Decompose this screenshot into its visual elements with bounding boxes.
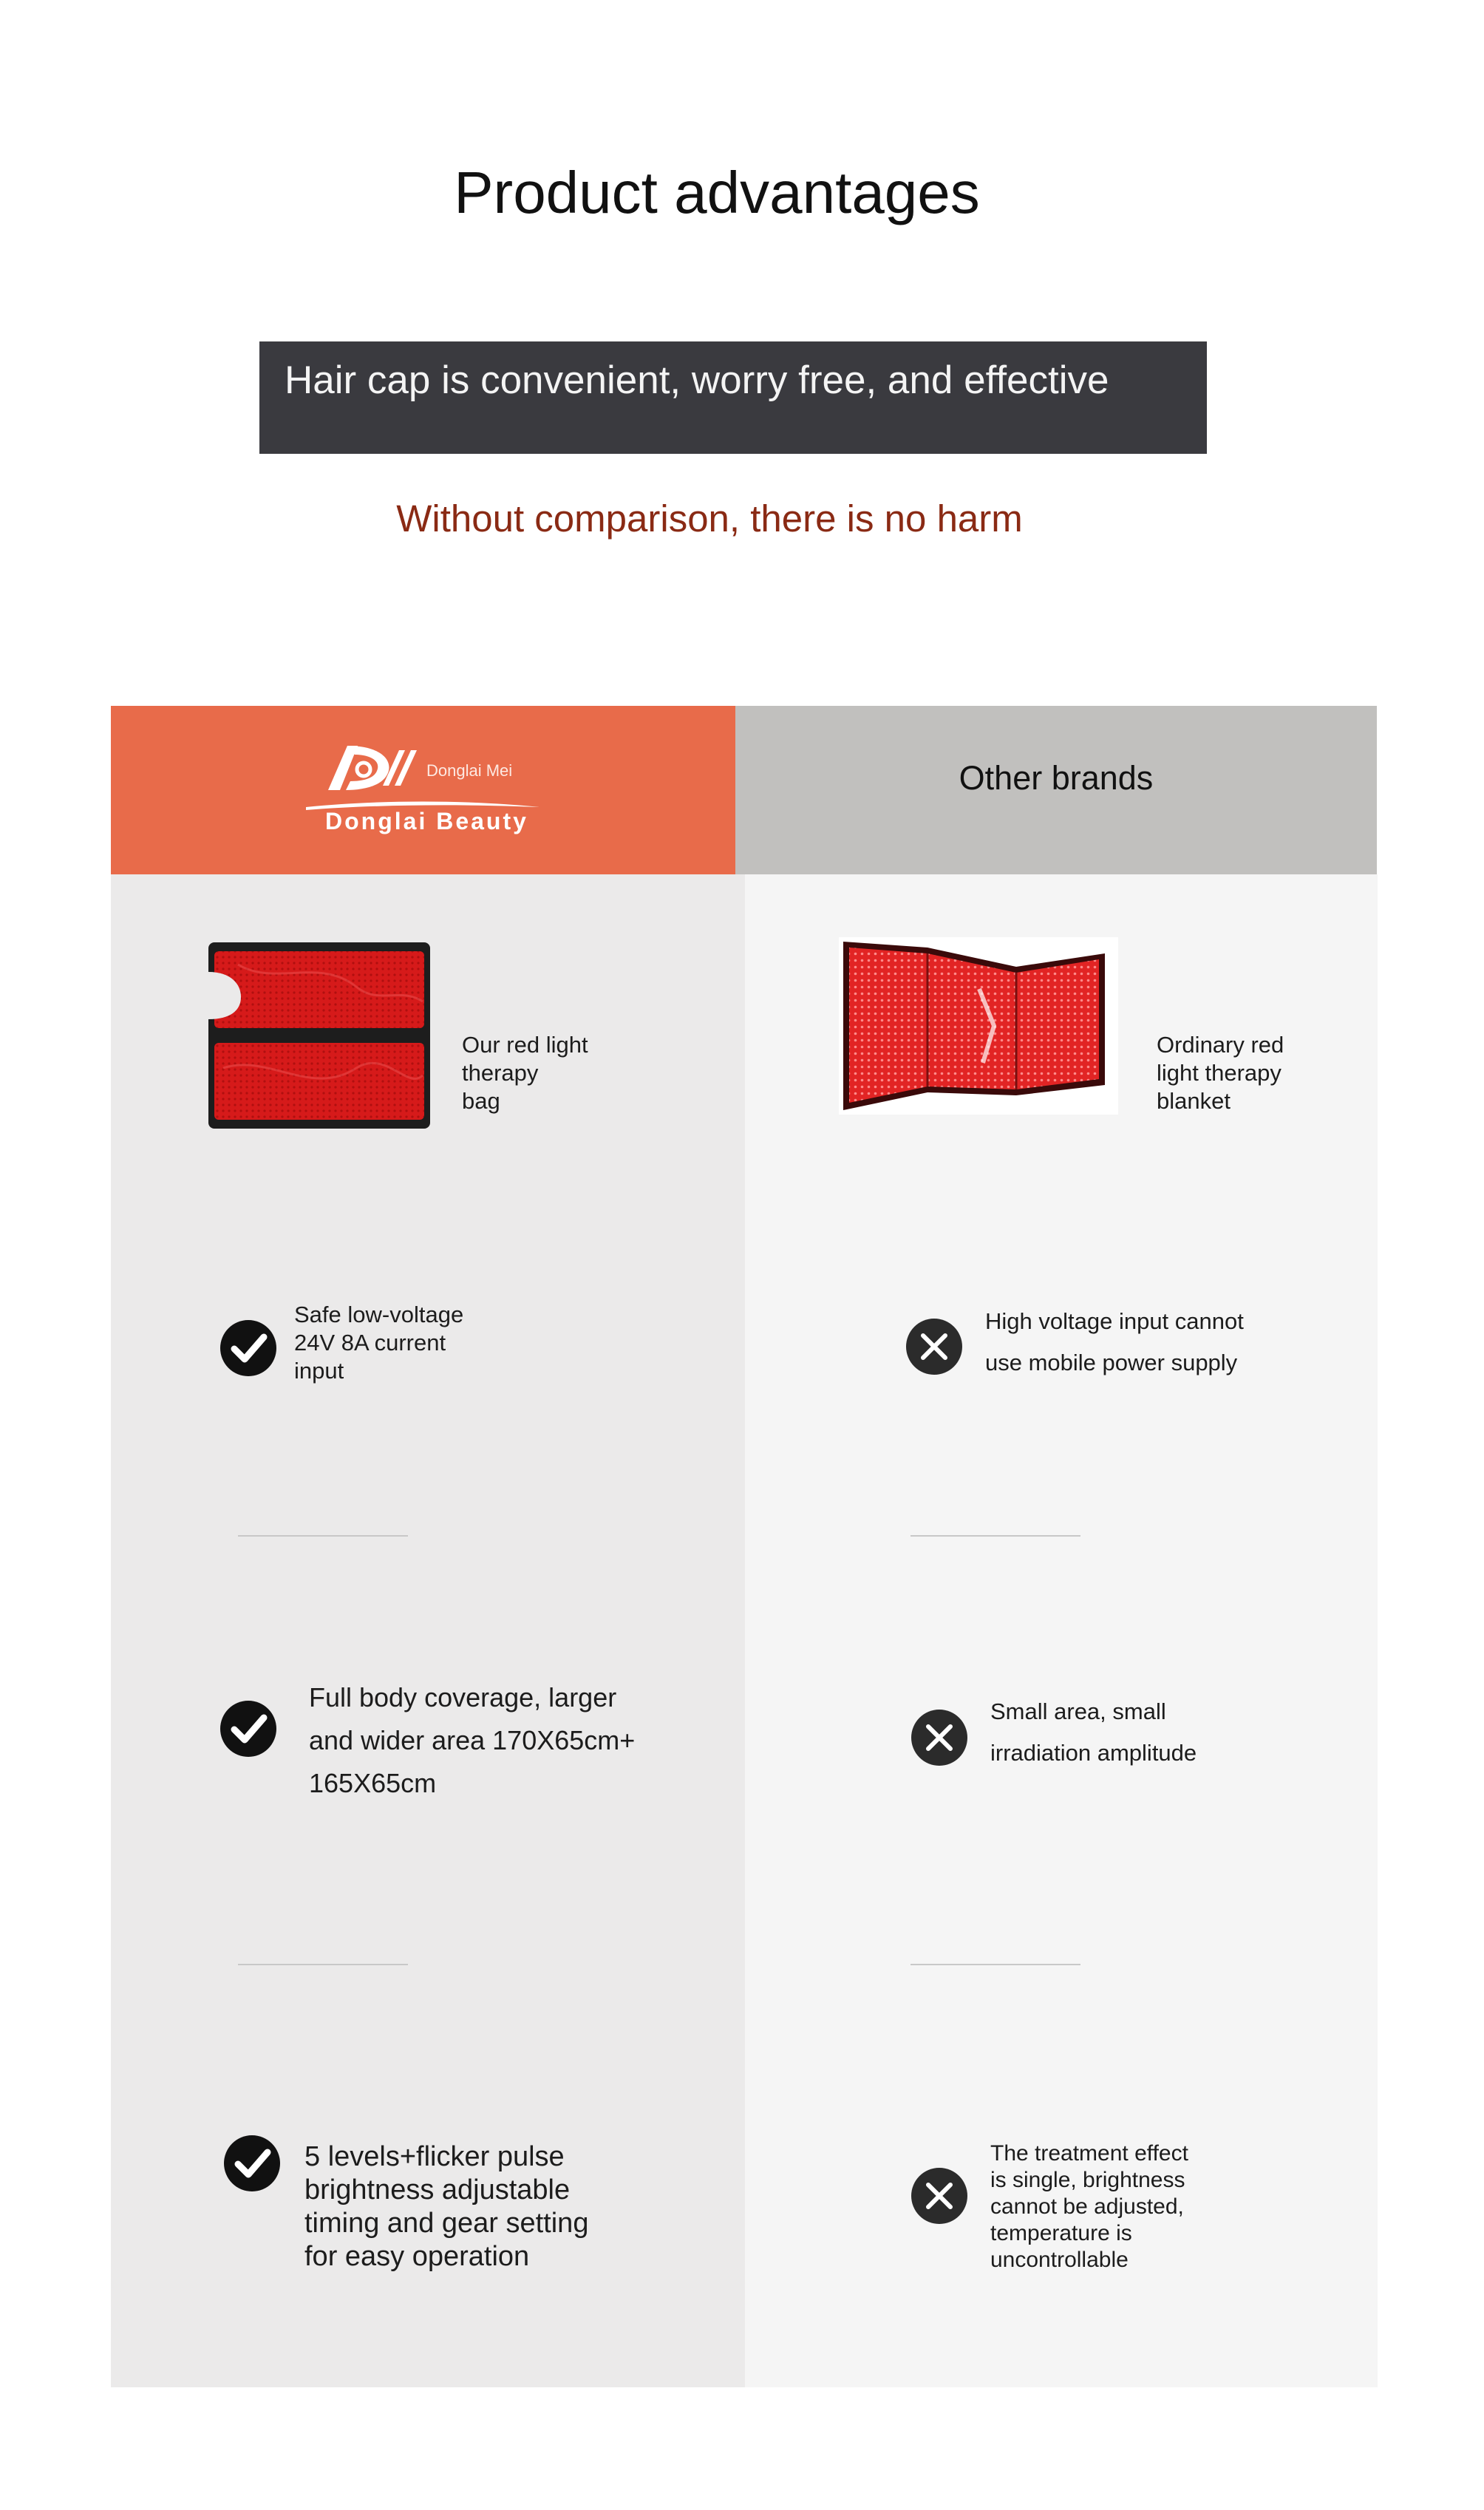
left-product-caption: Our red light therapy bag [462, 1032, 588, 1114]
check-circle-icon [219, 1700, 277, 1758]
other-brands-label: Other brands [959, 759, 1154, 797]
subtitle: Without comparison, there is no harm [396, 497, 1023, 540]
red-light-therapy-bag-image [208, 942, 430, 1129]
x-circle-icon [905, 1318, 963, 1375]
brand-header [111, 706, 735, 874]
right-product-caption: Ordinary red light therapy blanket [1157, 1032, 1284, 1114]
x-circle-icon [911, 1709, 968, 1766]
red-light-therapy-blanket-image [839, 937, 1118, 1115]
left-feature-1-text: Safe low-voltage 24V 8A current input [294, 1302, 464, 1384]
other-brands-header [735, 706, 1377, 874]
banner-text: Hair cap is convenient, worry free, and effective [285, 358, 1109, 402]
donglai-logo-icon [325, 741, 421, 793]
page-title: Product advantages [454, 160, 980, 225]
x-circle-icon [911, 2167, 968, 2225]
logo-brand-text: Donglai Beauty [325, 808, 528, 834]
left-feature-2-text: Full body coverage, larger and wider area 170X65cm+ 165X65cm [309, 1682, 636, 1798]
check-circle-icon [223, 2135, 281, 2192]
right-feature-1-text: High voltage input cannot use mobile power supply [985, 1308, 1244, 1375]
logo-small-text: Donglai Mei [426, 761, 513, 780]
right-divider-1 [911, 1535, 1080, 1537]
left-divider-1 [238, 1535, 408, 1537]
left-feature-3-text: 5 levels+flicker pulse brightness adjustable timing and gear setting for easy operation [304, 2141, 589, 2272]
right-feature-3-text: The treatment effect is single, brightness cannot be adjusted, temperature is uncontrollable [990, 2141, 1188, 2272]
left-divider-2 [238, 1964, 408, 1965]
check-circle-icon [219, 1319, 277, 1377]
right-feature-2-text: Small area, small irradiation amplitude [990, 1698, 1197, 1766]
right-divider-2 [911, 1964, 1080, 1965]
feature-banner [259, 341, 1207, 454]
